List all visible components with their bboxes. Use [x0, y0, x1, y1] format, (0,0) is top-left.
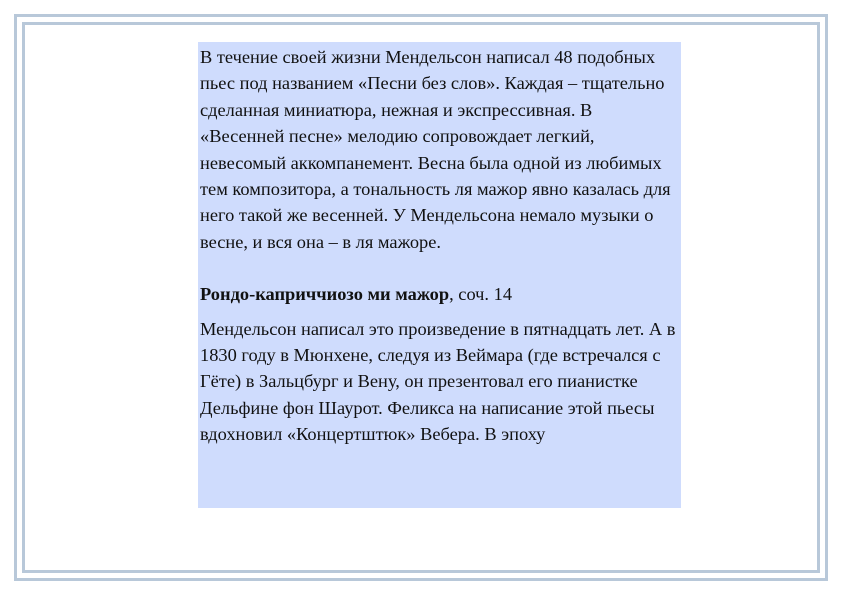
section-heading — [200, 281, 681, 307]
paragraph-spring-song: В течение своей жизни Мендельсон написал 48 подобных пьес под названием «Песни без слов». Каждая – тщательно сделанная миниатюра, нежная и экспрессивная. В «Весенней песне» мелодию сопровождает легкий, невесомый аккомпанемент. Весна была одной из любимых тем композитора, а тональность ля мажор явно казалась для него такой же весенней. У Мендельсона немало музыки о весне, и вся она – в ля мажоре. — [200, 47, 671, 252]
text-box — [198, 42, 681, 508]
paragraph-rondo-capriccioso: Мендельсон написал это произведение в пятнадцать лет. А в 1830 году в Мюнхене, следуя из Веймара (где встречался с Гёте) в Зальцбург и Вену, он презентовал его пианистке Дельфине фон Шаурот. Феликса на написание этой пьесы вдохновил «Концертштюк» Вебера. В эпоху — [200, 318, 676, 445]
section-heading-opus: , соч. 14 — [449, 284, 513, 305]
section-heading-title: Рондо-каприччиозо ми мажор — [200, 284, 450, 305]
